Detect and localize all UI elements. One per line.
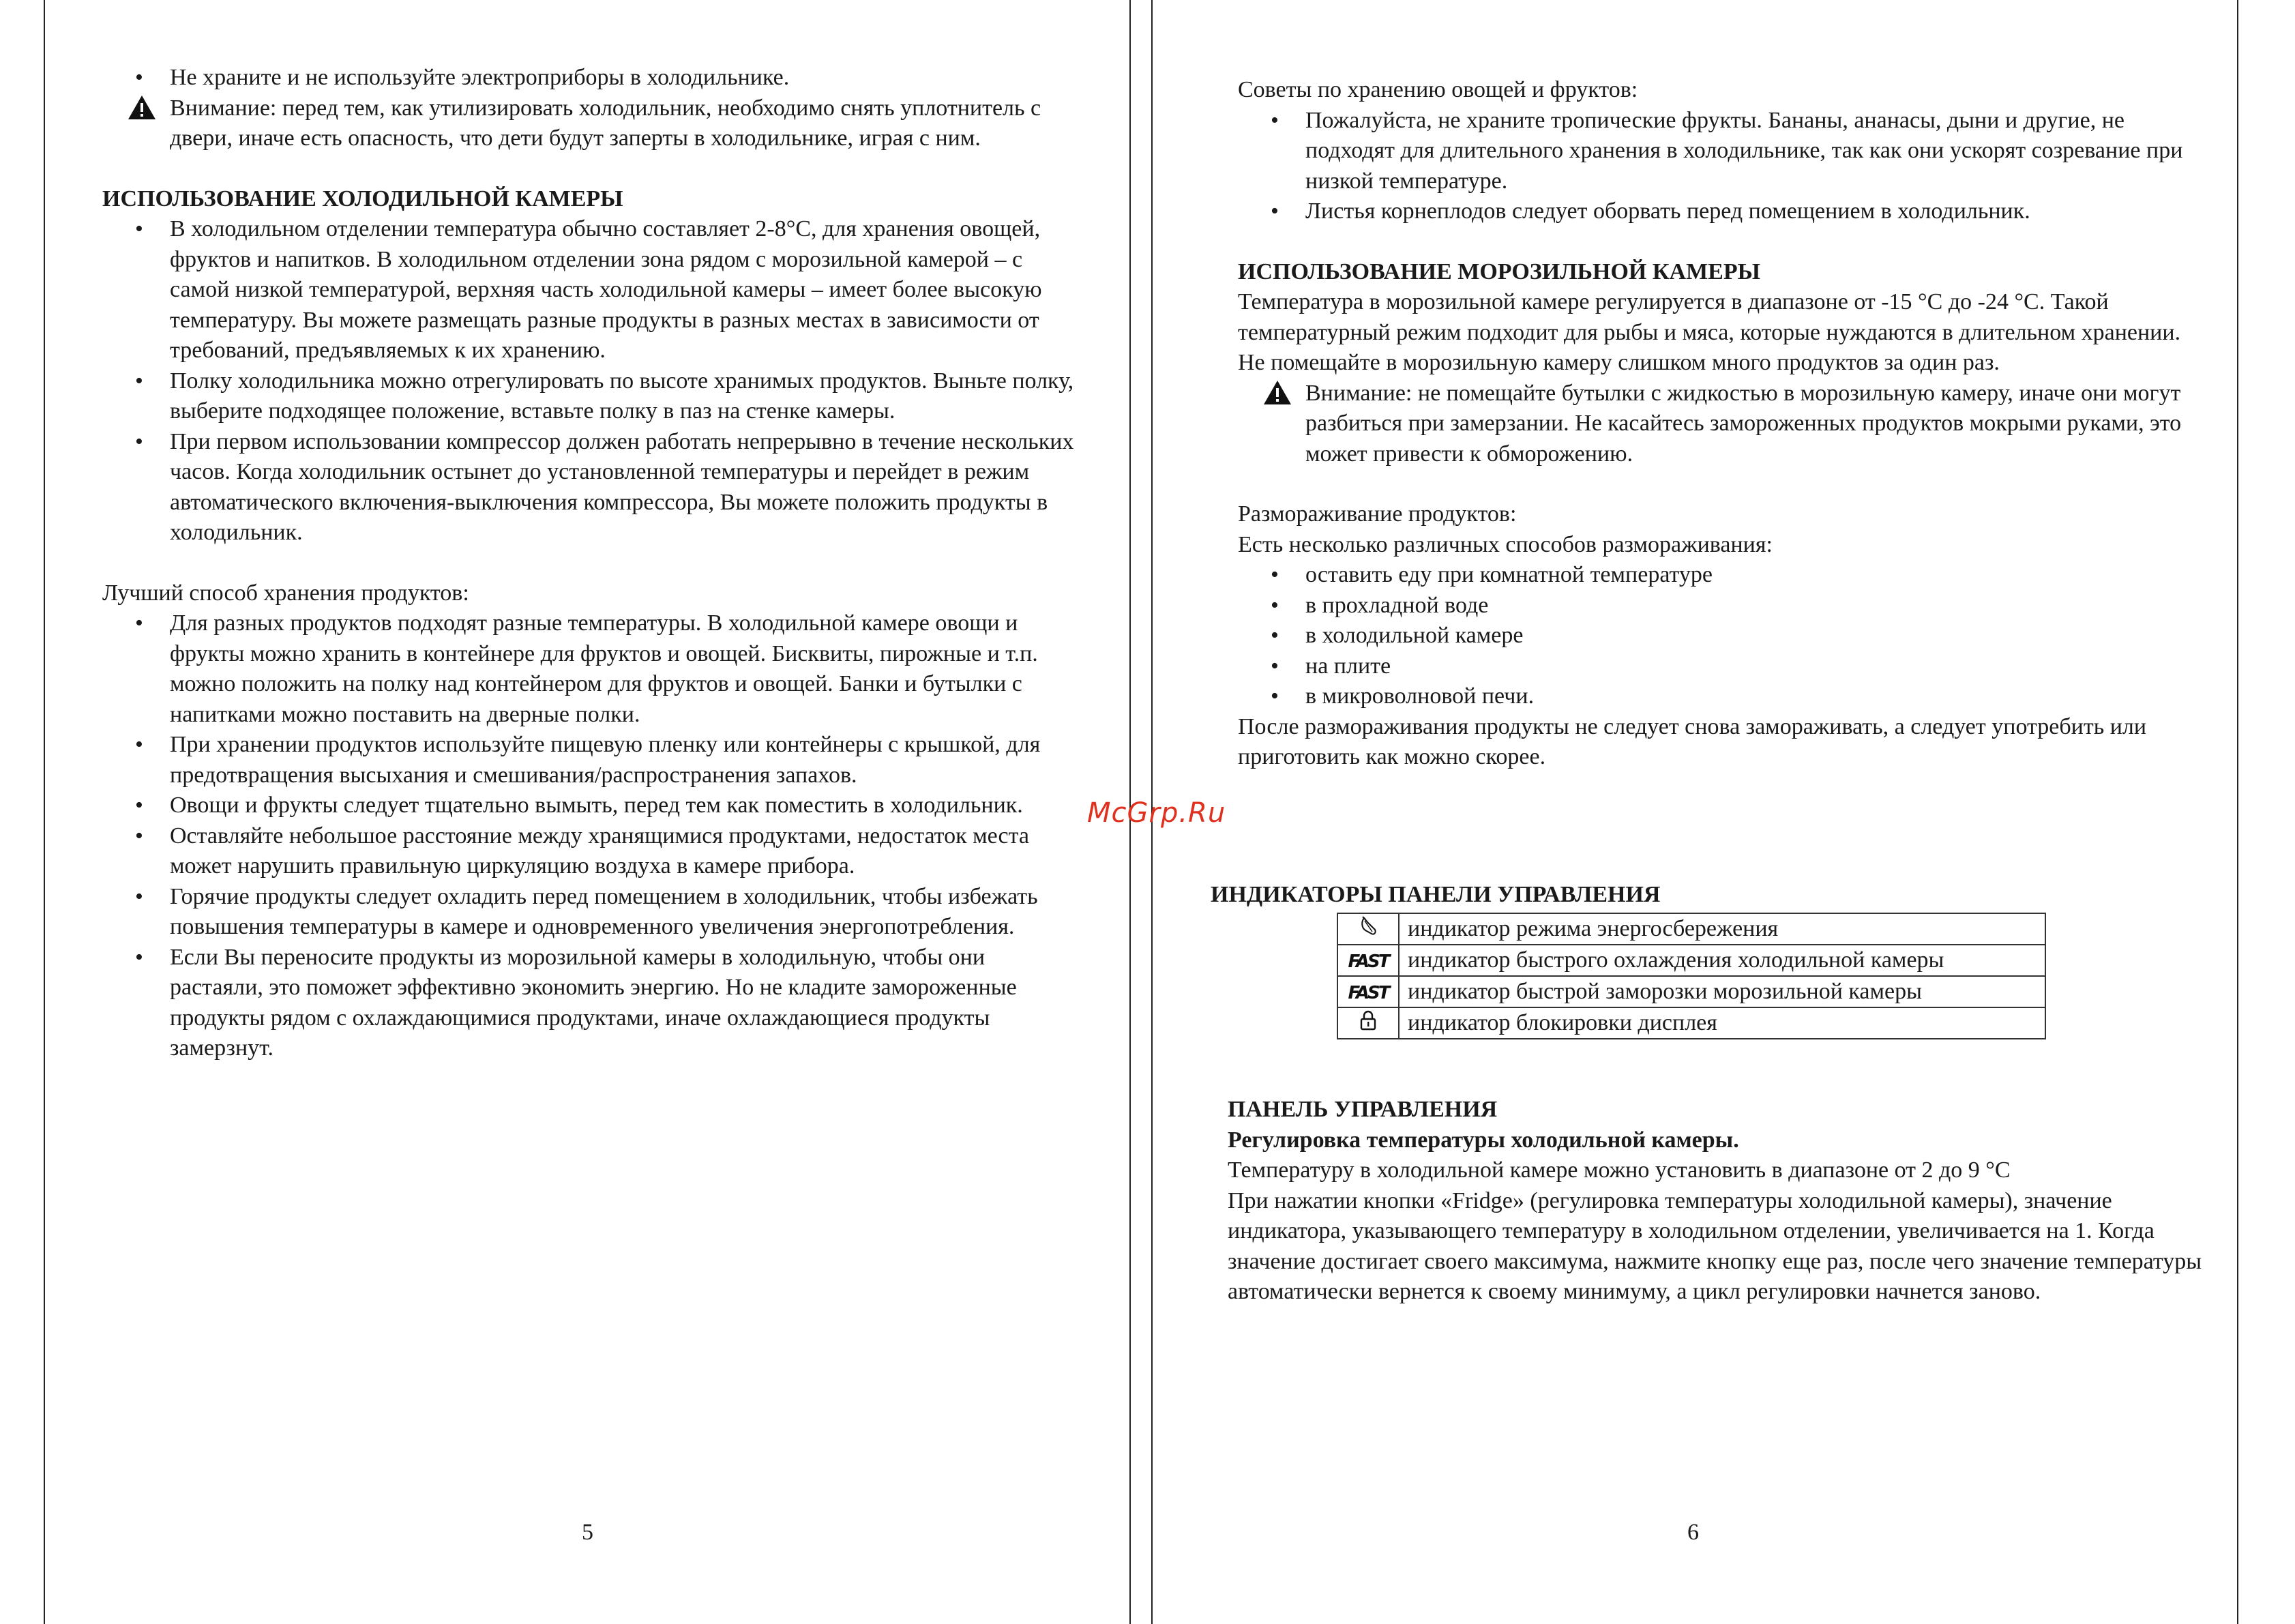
fast-cooling-icon: FAST bbox=[1348, 951, 1389, 972]
table-row bbox=[1337, 913, 2045, 945]
panel-subheading: Регулировка температуры холодильной камеры. bbox=[1228, 1127, 1739, 1153]
indicator-icon-cell bbox=[1337, 945, 1399, 976]
lock-icon bbox=[1358, 1009, 1378, 1031]
panel-text-2: При нажатии кнопки «Fridge» (регулировка температуры холодильной камеры), значение индикатора, указывающего температуру в холодильном отделении, увеличивается на 1. Когда значение достигает своего максимума, нажмите кнопку еще раз, после чего значение температуры автоматически вернется к своему минимуму, а цикл регулировки начнется заново. bbox=[1228, 1187, 2202, 1304]
list-item: • Оставляйте небольшое расстояние между хранящимися продуктами, недостаток места может нарушить правильную циркуляцию воздуха в камере прибора. bbox=[102, 821, 1078, 882]
warning-triangle-icon bbox=[127, 93, 157, 121]
tips-heading: Советы по хранению овощей и фруктов: bbox=[1238, 77, 1638, 102]
list-item: • в холодильной камере bbox=[1238, 621, 2206, 651]
indicator-icon-cell bbox=[1337, 1007, 1399, 1039]
indicator-label: индикатор быстрой заморозки морозильной камеры bbox=[1399, 976, 2045, 1007]
warning-block bbox=[102, 93, 1078, 154]
defrost-after: После размораживания продукты не следует снова замораживать, а следует употребить или приготовить как можно скорее. bbox=[1238, 713, 2147, 769]
list-item: • в прохладной воде bbox=[1238, 591, 2206, 621]
page-number-left: 5 bbox=[582, 1520, 593, 1545]
list-item: • Горячие продукты следует охладить перед помещением в холодильник, чтобы избежать повышения температуры в камере и одновременного увеличения энергопотребления. bbox=[102, 882, 1078, 943]
list-item: • В холодильном отделении температура обычно составляет 2-8°С, для хранения овощей, фруктов и напитков. В холодильном отделении зона рядом с морозильной камерой – с самой низкой температурой, верхняя часть холодильной камеры – имеет более высокую температуру. Вы можете размещать разные продукты в разных местах в зависимости от требований, предъявляемых к их хранению. bbox=[102, 214, 1078, 366]
left-column bbox=[102, 63, 1078, 1064]
indicator-icon-cell bbox=[1337, 976, 1399, 1007]
list-item: • оставить еду при комнатной температуре bbox=[1238, 560, 2206, 591]
warning-triangle-icon bbox=[1262, 379, 1292, 406]
indicator-icon-cell bbox=[1337, 913, 1399, 945]
freezer-text: Температура в морозильной камере регулируется в диапазоне от -15 °С до -24 °С. Такой температурный режим подходит для рыбы и мяса, которые нуждаются в длительном хранении. Не помещайте в морозильную камеру слишком много продуктов за один раз. bbox=[1238, 289, 2181, 375]
panel-heading: ПАНЕЛЬ УПРАВЛЕНИЯ bbox=[1228, 1097, 1498, 1122]
list-item: • Листья корнеплодов следует оборвать перед помещением в холодильник. bbox=[1238, 196, 2206, 227]
fast-freezing-icon: FAST bbox=[1348, 983, 1389, 1003]
indicator-label: индикатор блокировки дисплея bbox=[1399, 1007, 2045, 1039]
panel-text-1: Температуру в холодильной камере можно установить в диапазоне от 2 до 9 °С bbox=[1228, 1157, 2011, 1183]
table-row bbox=[1337, 976, 2045, 1007]
right-column bbox=[1238, 75, 2206, 773]
list-item: • Не храните и не используйте электроприборы в холодильнике. bbox=[102, 63, 1078, 93]
freezer-warning-text: Внимание: не помещайте бутылки с жидкостью в морозильную камеру, иначе они могут разбиться при замерзании. Не касайтесь замороженных продуктов мокрыми руками, это может привести к обморожению. bbox=[1305, 380, 2182, 467]
storage-list bbox=[102, 608, 1078, 1064]
warning-text: Внимание: перед тем, как утилизировать холодильник, необходимо снять уплотнитель с двери, иначе есть опасность, что дети будут заперты в холодильнике, играя с ним. bbox=[170, 95, 1041, 151]
defrost-heading: Размораживание продуктов: bbox=[1238, 501, 1517, 527]
list-item: • Пожалуйста, не храните тропические фрукты. Бананы, ананасы, дыни и другие, не подходят для длительного хранения в холодильнике, так как они ускорят созревание при низкой температуре. bbox=[1238, 106, 2206, 197]
freezer-warning-block bbox=[1238, 379, 2206, 470]
list-item: • Для разных продуктов подходят разные температуры. В холодильной камере овощи и фрукты можно хранить в контейнере для фруктов и овощей. Бисквиты, пирожные и т.п. можно положить на полку над контейнером для фруктов и овощей. Банки и бутылки с напитками можно поставить на дверные полки. bbox=[102, 608, 1078, 730]
fridge-heading: ИСПОЛЬЗОВАНИЕ ХОЛОДИЛЬНОЙ КАМЕРЫ bbox=[102, 186, 623, 211]
watermark: McGrp.Ru bbox=[1087, 797, 1226, 829]
defrost-intro: Есть несколько различных способов размораживания: bbox=[1238, 531, 1773, 557]
list-item: • При первом использовании компрессор должен работать непрерывно в течение нескольких часов. Когда холодильник остынет до установленной температуры и перейдет в режим автоматического включения-выключения компрессора, Вы можете положить продукты в холодильник. bbox=[102, 427, 1078, 548]
table-row bbox=[1337, 945, 2045, 976]
energy-saving-icon bbox=[1358, 915, 1378, 937]
list-item: • в микроволновой печи. bbox=[1238, 681, 2206, 712]
fridge-list bbox=[102, 214, 1078, 548]
indicator-label: индикатор быстрого охлаждения холодильной камеры bbox=[1399, 945, 2045, 976]
indicator-label: индикатор режима энергосбережения bbox=[1399, 913, 2045, 945]
list-item: • Полку холодильника можно отрегулировать по высоте хранимых продуктов. Выньте полку, выберите подходящее положение, вставьте полку в паз на стенке камеры. bbox=[102, 366, 1078, 427]
list-item: • на плите bbox=[1238, 651, 2206, 682]
control-panel-section bbox=[1228, 1095, 2203, 1308]
list-item: • При хранении продуктов используйте пищевую пленку или контейнеры с крышкой, для предотвращения высыхания и смешивания/распространения запахов. bbox=[102, 730, 1078, 791]
freezer-heading: ИСПОЛЬЗОВАНИЕ МОРОЗИЛЬНОЙ КАМЕРЫ bbox=[1238, 259, 1760, 284]
page-number-right: 6 bbox=[1687, 1520, 1699, 1545]
tips-list bbox=[1238, 106, 2206, 227]
list-item: • Овощи и фрукты следует тщательно вымыть, перед тем как поместить в холодильник. bbox=[102, 791, 1078, 821]
list-item: • Если Вы переносите продукты из морозильной камеры в холодильную, чтобы они растаяли, это поможет эффективно экономить энергию. Но не кладите замороженные продукты рядом с охлаждающимися продуктами, иначе охлаждающиеся продукты замерзнут. bbox=[102, 943, 1078, 1064]
table-row bbox=[1337, 1007, 2045, 1039]
defrost-list bbox=[1238, 560, 2206, 712]
indicators-table bbox=[1337, 913, 2046, 1039]
intro-list bbox=[102, 63, 1078, 93]
storage-heading: Лучший способ хранения продуктов: bbox=[102, 580, 469, 606]
indicators-heading: ИНДИКАТОРЫ ПАНЕЛИ УПРАВЛЕНИЯ bbox=[1211, 882, 1661, 907]
